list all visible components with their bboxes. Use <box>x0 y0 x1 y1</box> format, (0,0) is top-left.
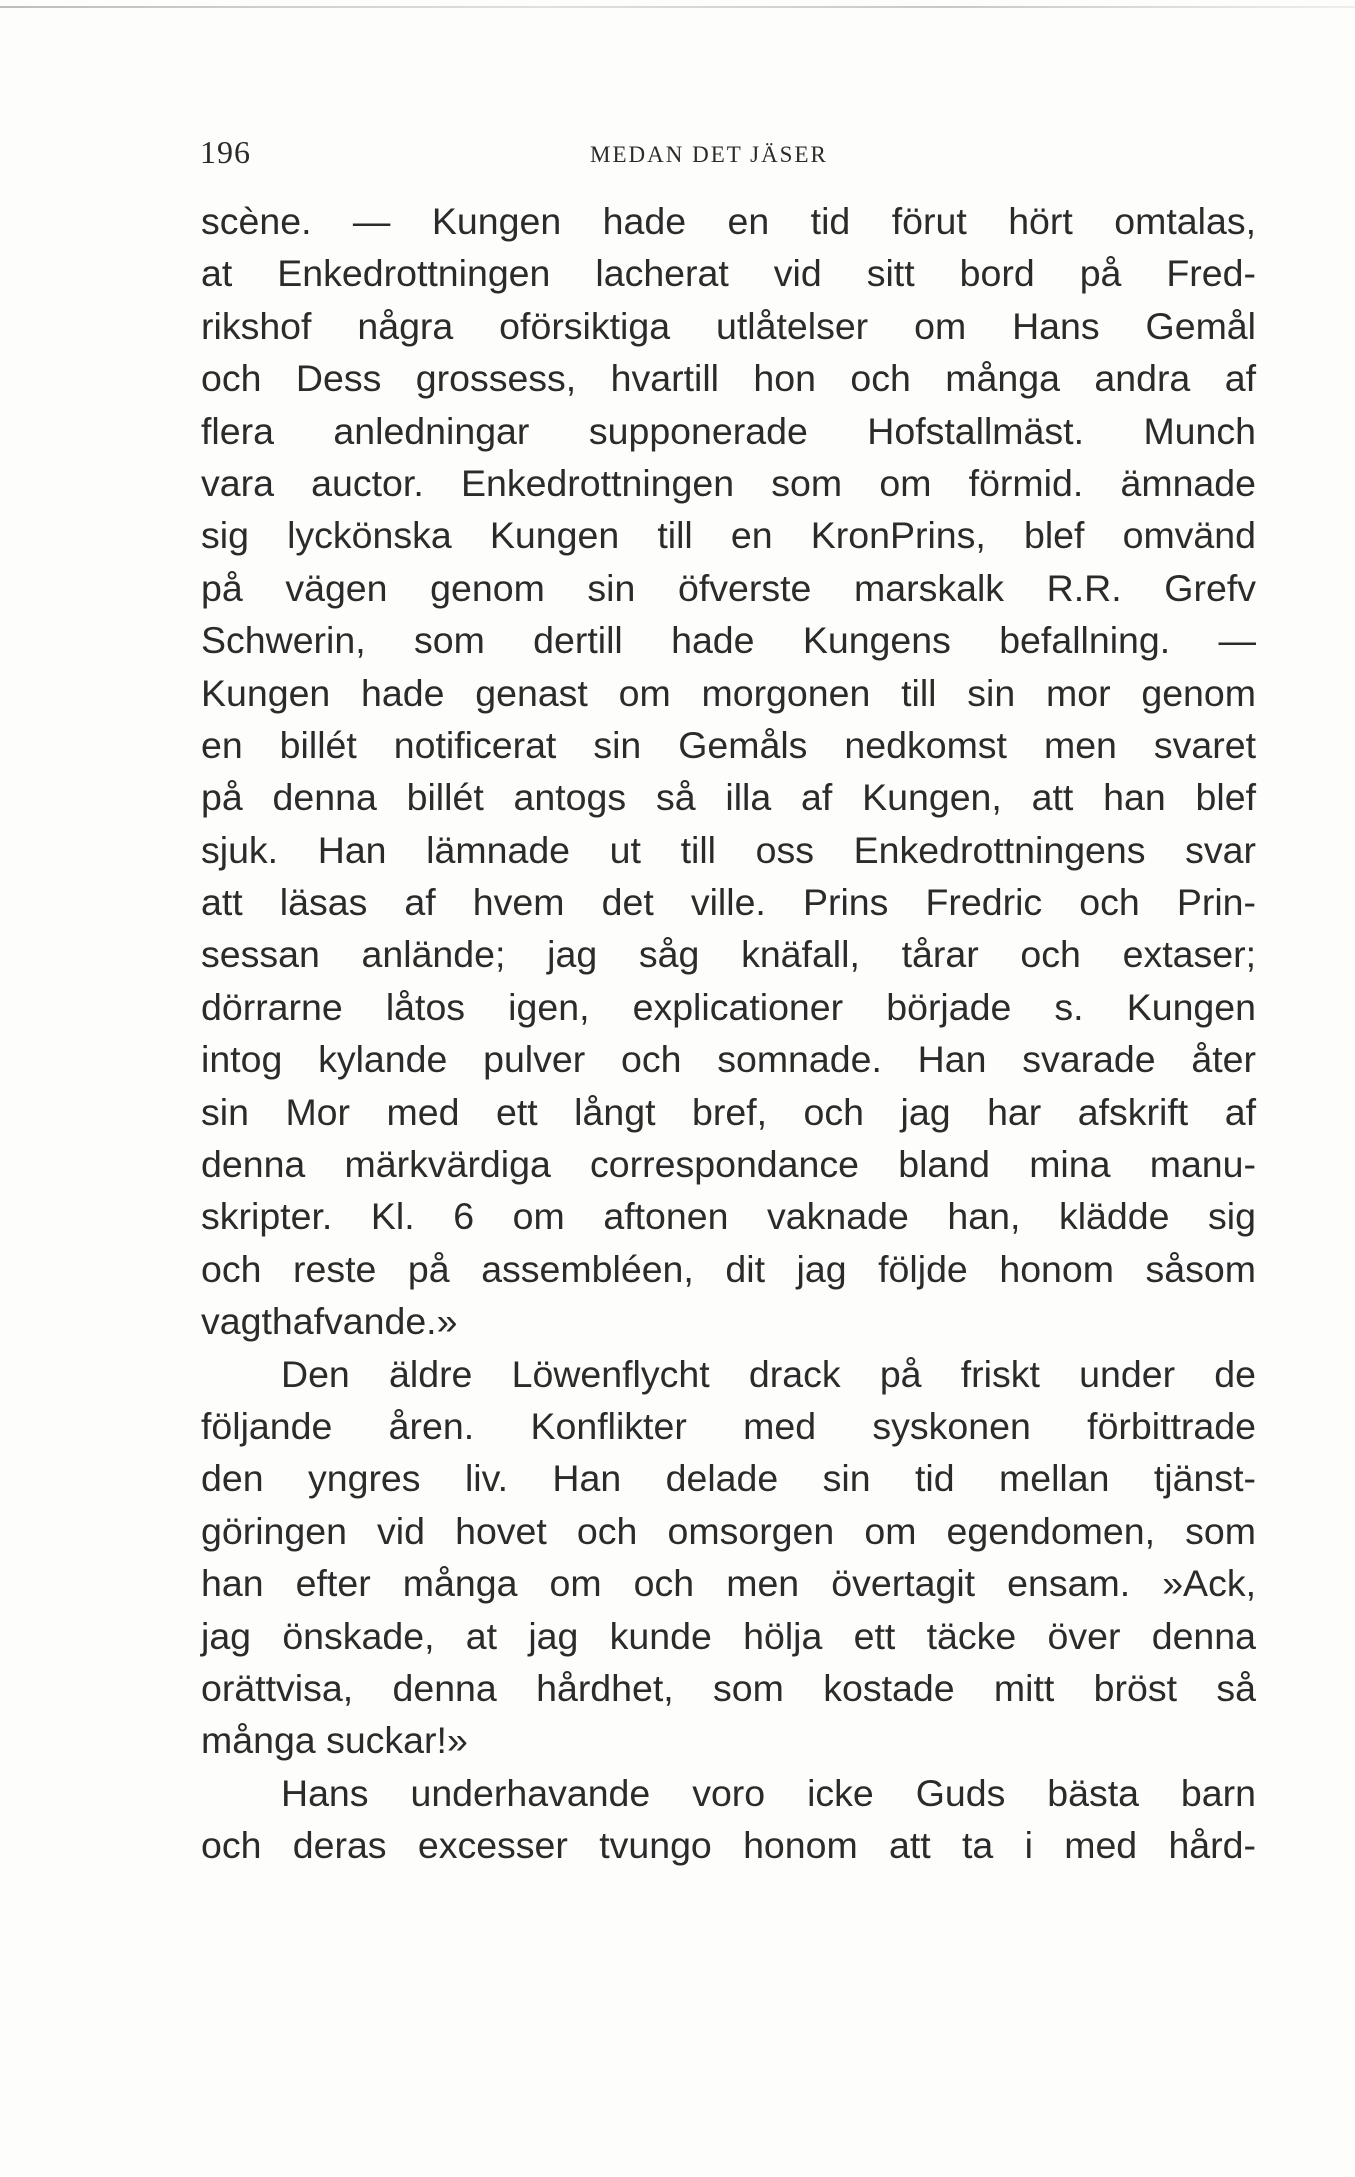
text-line: skripter. Kl. 6 om aftonen vaknade han, klädde sig <box>201 1195 1256 1238</box>
text-line: göringen vid hovet och omsorgen om egendomen, som <box>201 1509 1256 1552</box>
text-line: och reste på assembléen, dit jag följde honom såsom <box>201 1247 1256 1290</box>
text-line-paragraph-start: Den äldre Löwenflycht drack på friskt under de <box>281 1352 1256 1395</box>
text-line: rikshof några oförsiktiga utlåtelser om Hans Gemål <box>201 304 1256 347</box>
text-line-paragraph-start: Hans underhavande voro icke Guds bästa barn <box>281 1771 1256 1814</box>
text-line: följande åren. Konflikter med syskonen förbittrade <box>201 1404 1256 1447</box>
text-line: intog kylande pulver och somnade. Han svarade åter <box>201 1038 1256 1081</box>
text-line: flera anledningar supponerade Hofstallmäst. Munch <box>201 409 1256 452</box>
text-line: dörrarne låtos igen, explicationer började s. Kungen <box>201 985 1256 1028</box>
text-line: sig lyckönska Kungen till en KronPrins, blef omvänd <box>201 514 1256 557</box>
text-line: jag önskade, at jag kunde hölja ett täcke över denna <box>201 1614 1256 1657</box>
text-line-paragraph-end: vagthafvande.» <box>201 1300 458 1343</box>
text-line: Kungen hade genast om morgonen till sin mor genom <box>201 671 1256 714</box>
text-line: scène. — Kungen hade en tid förut hört omtalas, <box>201 200 1256 242</box>
text-line: på vägen genom sin öfverste marskalk R.R. Grefv <box>201 566 1256 609</box>
page-edge <box>0 6 1355 8</box>
text-line: denna märkvärdiga correspondance bland mina manu- <box>201 1143 1256 1186</box>
text-line: den yngres liv. Han delade sin tid mellan tjänst- <box>201 1457 1256 1500</box>
text-line: att läsas af hvem det ville. Prins Fredric och Prin- <box>201 881 1256 924</box>
text-line: på denna billét antogs så illa af Kungen, att han blef <box>201 776 1256 819</box>
running-title: MEDAN DET JÄSER <box>590 142 828 167</box>
text-line: han efter många om och men övertagit ensam. »Ack, <box>201 1562 1256 1605</box>
text-line: och Dess grossess, hvartill hon och många andra af <box>201 357 1256 400</box>
text-line: sjuk. Han lämnade ut till oss Enkedrottningens svar <box>201 828 1256 871</box>
text-line: en billét notificerat sin Gemåls nedkomst men svaret <box>201 723 1256 766</box>
body-text <box>201 195 1256 1872</box>
text-line: och deras excesser tvungo honom att ta i med hård- <box>201 1824 1256 1867</box>
text-line: sin Mor med ett långt bref, och jag har afskrift af <box>201 1090 1256 1133</box>
text-line: orättvisa, denna hårdhet, som kostade mitt bröst så <box>201 1666 1256 1709</box>
text-line: vara auctor. Enkedrottningen som om förmid. ämnade <box>201 461 1256 504</box>
page-header <box>200 134 1250 174</box>
page-number: 196 <box>200 134 251 170</box>
text-line-paragraph-end: många suckar!» <box>201 1719 468 1762</box>
text-line: sessan anlände; jag såg knäfall, tårar och extaser; <box>201 933 1256 976</box>
text-line: at Enkedrottningen lacherat vid sitt bord på Fred- <box>201 252 1256 295</box>
text-line: Schwerin, som dertill hade Kungens befallning. — <box>201 619 1256 662</box>
